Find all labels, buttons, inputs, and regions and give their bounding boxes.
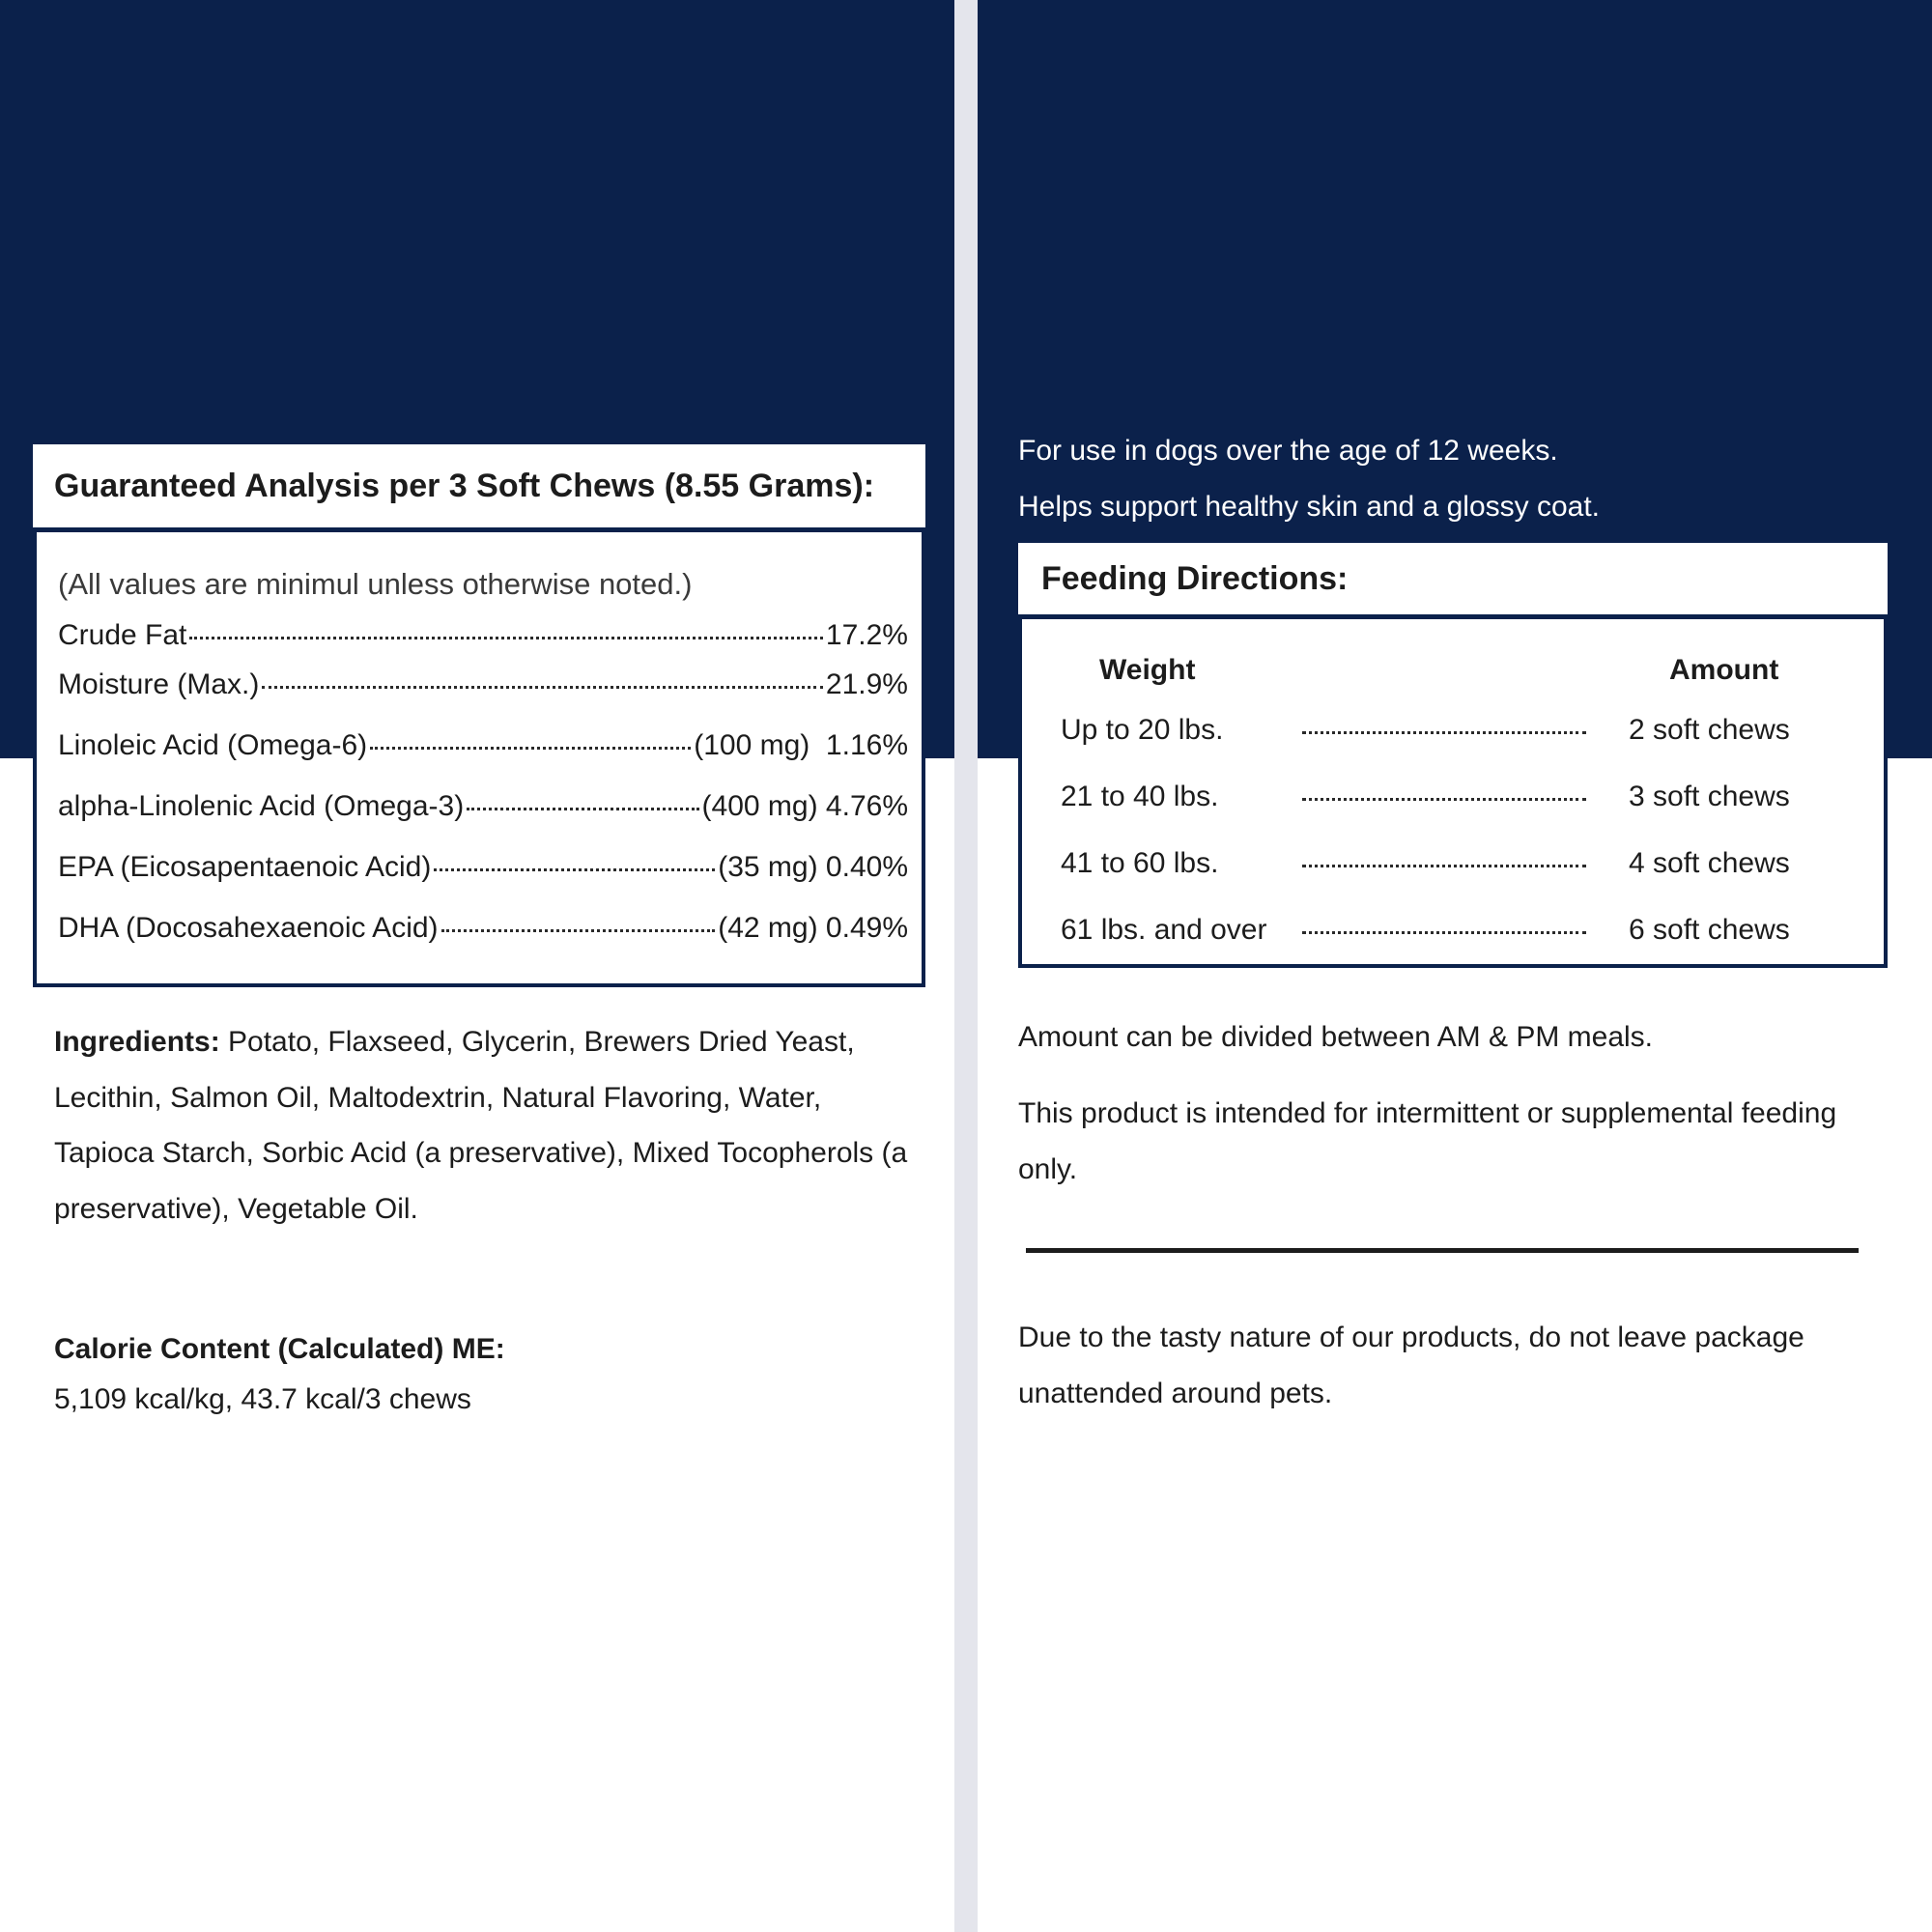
nutrient-row-epa	[58, 851, 908, 890]
divided-meals-note: Amount can be divided between AM & PM meals.	[1018, 1021, 1654, 1053]
section-divider-line	[1026, 1248, 1859, 1253]
nutrient-value: (35 mg) 0.40%	[718, 851, 908, 883]
ingredients-text	[54, 1014, 923, 1236]
nutrient-name: Crude Fat	[58, 619, 187, 651]
feeding-amount: 4 soft chews	[1629, 847, 1790, 879]
usage-benefit-line: Helps support healthy skin and a glossy coat.	[1018, 491, 1601, 523]
nutrient-row-dha	[58, 912, 908, 951]
panel-divider	[954, 0, 978, 1932]
dot-leader	[370, 747, 691, 750]
feeding-row	[1022, 714, 1884, 753]
dot-leader	[467, 808, 698, 810]
feeding-weight: 21 to 40 lbs.	[1061, 781, 1219, 812]
package-warning-note: Due to the tasty nature of our products, do not leave package unattended around pets.	[1018, 1321, 1804, 1409]
guaranteed-analysis-note: (All values are minimul unless otherwise noted.)	[58, 567, 693, 601]
calorie-content-label: Calorie Content (Calculated) ME:	[54, 1333, 505, 1365]
nutrient-value: 21.9%	[825, 668, 908, 700]
nutrient-name: DHA (Docosahexaenoic Acid)	[58, 912, 439, 944]
feeding-weight: 41 to 60 lbs.	[1061, 847, 1219, 879]
nutrient-value: (42 mg) 0.49%	[718, 912, 908, 944]
dot-leader	[1302, 798, 1586, 801]
ingredients-list: Potato, Flaxseed, Glycerin, Brewers Dried Yeast, Lecithin, Salmon Oil, Maltodextrin, Natural Flavoring, Water, Tapioca Starch, Sorbic Acid (a preservative), Mixed Tocopherols (a preservative), Vegetable Oil.	[54, 1026, 908, 1225]
guaranteed-analysis-title: Guaranteed Analysis per 3 Soft Chews (8.55 Grams):	[33, 444, 925, 527]
guaranteed-analysis-box	[33, 444, 925, 987]
left-panel	[0, 0, 954, 1932]
feeding-weight: Up to 20 lbs.	[1061, 714, 1224, 746]
dot-leader	[434, 868, 715, 871]
right-panel	[978, 0, 1932, 1932]
feeding-directions-box	[1018, 543, 1888, 968]
dot-leader	[262, 686, 823, 689]
nutrient-name: alpha-Linolenic Acid (Omega-3)	[58, 790, 465, 822]
nutrient-row-alpha-linolenic-acid	[58, 790, 908, 829]
usage-intro	[1018, 423, 1600, 535]
nutrient-row-linoleic-acid	[58, 729, 908, 768]
feeding-amount: 2 soft chews	[1629, 714, 1790, 746]
dot-leader	[189, 637, 823, 639]
usage-age-line: For use in dogs over the age of 12 weeks.	[1018, 435, 1558, 467]
feeding-weight: 61 lbs. and over	[1061, 914, 1267, 946]
nutrient-value: (100 mg) 1.16%	[694, 729, 908, 761]
feeding-row	[1022, 847, 1884, 886]
ingredients-label: Ingredients:	[54, 1026, 220, 1058]
nutrient-row-moisture	[58, 668, 908, 707]
supplemental-feeding-note: This product is intended for intermittent or supplemental feeding only.	[1018, 1097, 1837, 1185]
nutrient-value: (400 mg) 4.76%	[701, 790, 908, 822]
nutrient-name: EPA (Eicosapentaenoic Acid)	[58, 851, 432, 883]
feeding-directions-table	[1018, 614, 1888, 968]
feeding-row	[1022, 781, 1884, 819]
guaranteed-analysis-table	[33, 527, 925, 987]
feeding-directions-title: Feeding Directions:	[1018, 543, 1888, 614]
weight-column-header: Weight	[1099, 654, 1196, 686]
dot-leader	[1302, 731, 1586, 734]
nutrient-name: Moisture (Max.)	[58, 668, 260, 700]
amount-column-header: Amount	[1669, 654, 1779, 686]
feeding-amount: 3 soft chews	[1629, 781, 1790, 812]
nutrient-value: 17.2%	[825, 619, 908, 651]
nutrient-name: Linoleic Acid (Omega-6)	[58, 729, 368, 761]
dot-leader	[1302, 931, 1586, 934]
feeding-row	[1022, 914, 1884, 952]
dot-leader	[441, 929, 716, 932]
calorie-content-value: 5,109 kcal/kg, 43.7 kcal/3 chews	[54, 1383, 471, 1415]
nutrient-row-crude-fat	[58, 619, 908, 658]
dot-leader	[1302, 865, 1586, 867]
feeding-amount: 6 soft chews	[1629, 914, 1790, 946]
